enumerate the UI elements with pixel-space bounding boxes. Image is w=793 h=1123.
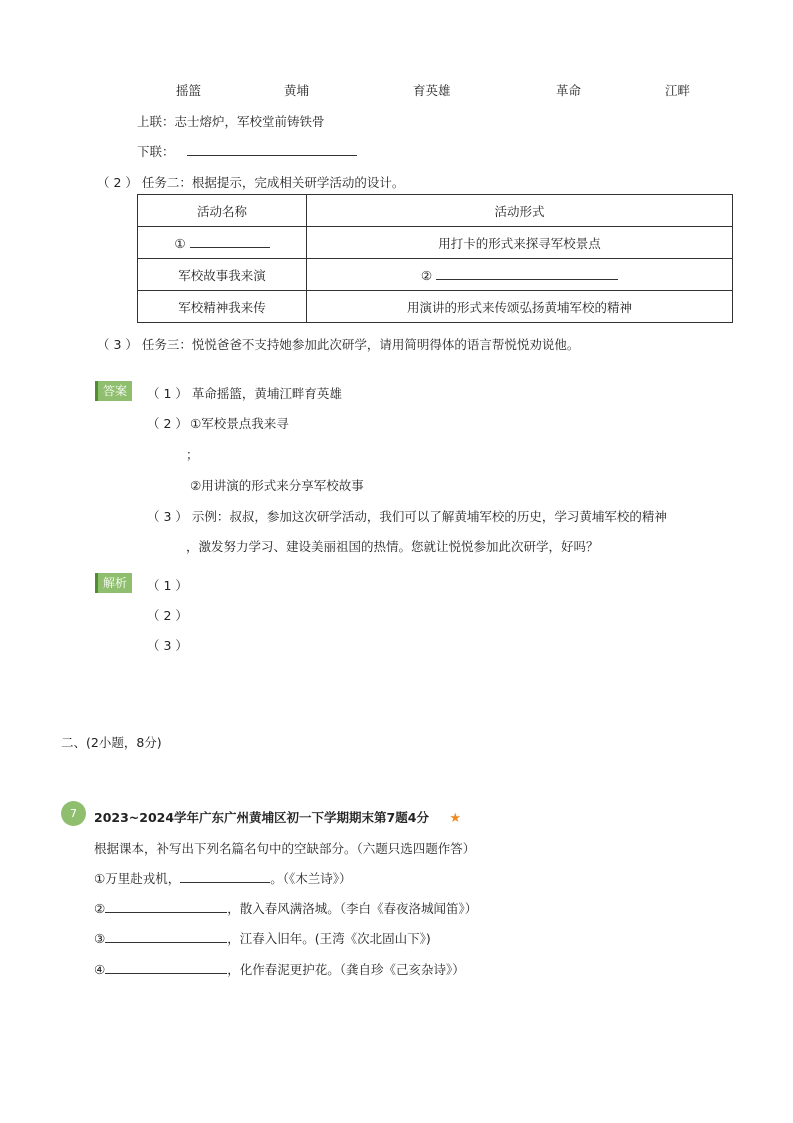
upper-couplet-text: 志士熔炉，军校堂前铸铁骨 — [174, 114, 325, 129]
table-header-name: 活动名称 — [138, 195, 307, 227]
activity-form-blank[interactable] — [436, 267, 618, 280]
upper-couplet-label: 上联： — [137, 114, 175, 129]
answer-2-separator: ； — [186, 447, 199, 462]
answer-3-line2: ，激发努力学习、建设美丽祖国的热情。您就让悦悦参加此次研学，好吗？ — [186, 539, 599, 554]
question-line-3 — [94, 929, 431, 947]
task2-prompt: （ 2 ） 任务二：根据提示，完成相关研学活动的设计。 — [97, 175, 405, 190]
answer-2-line1: ①军校景点我来寻 — [190, 416, 289, 431]
question-instruction: 根据课本，补写出下列名篇名句中的空缺部分。（六题只选四题作答） — [94, 841, 476, 856]
line-prefix: ④ — [94, 962, 106, 977]
table-row — [138, 259, 733, 291]
answer-1: （ 1 ） 革命摇篮，黄埔江畔育英雄 — [147, 386, 342, 401]
answer-blank-3[interactable] — [105, 930, 227, 943]
table-cell — [138, 227, 307, 259]
line-suffix: ，散入春风满洛城。（李白《春夜洛城闻笛》） — [227, 901, 478, 916]
line-suffix: 。（《木兰诗》） — [270, 871, 352, 886]
question-title — [94, 808, 461, 826]
question-line-4 — [94, 960, 465, 978]
word-3: 育英雄 — [413, 83, 451, 98]
upper-couplet — [137, 112, 325, 130]
analysis-item-3: （ 3 ） — [147, 638, 188, 653]
star-icon: ★ — [449, 811, 461, 826]
table-cell: 用打卡的形式来探寻军校景点 — [307, 227, 733, 259]
blank-marker: ② — [420, 267, 433, 283]
word-2: 黄埔 — [284, 83, 310, 98]
lower-couplet-blank[interactable] — [187, 143, 357, 156]
line-prefix: ①万里赴戎机， — [94, 871, 181, 886]
answer-2-label: （ 2 ） — [147, 416, 188, 431]
question-source: 2023~2024学年广东广州黄埔区初一下学期期末第7题4分 — [94, 810, 429, 825]
blank-marker: ① — [174, 235, 186, 251]
task3-prompt: （ 3 ） 任务三：悦悦爸爸不支持她参加此次研学，请用简明得体的语言帮悦悦劝说他。 — [97, 337, 580, 352]
word-1: 摇篮 — [176, 83, 202, 98]
table-cell: 用演讲的形式来传颂弘扬黄埔军校的精神 — [307, 291, 733, 323]
table-cell: 军校故事我来演 — [138, 259, 307, 291]
question-line-2 — [94, 899, 477, 917]
word-5: 江畔 — [665, 83, 691, 98]
table-header-row — [138, 195, 733, 227]
question-line-1 — [94, 869, 351, 887]
analysis-item-1: （ 1 ） — [147, 578, 188, 593]
answer-tag: 答案 — [95, 381, 132, 401]
table-cell: 军校精神我来传 — [138, 291, 307, 323]
table-header-form: 活动形式 — [307, 195, 733, 227]
answer-2-line2: ②用讲演的形式来分享军校故事 — [190, 478, 364, 493]
answer-blank-2[interactable] — [105, 900, 227, 913]
activity-name-blank[interactable] — [190, 235, 270, 248]
lower-couplet — [137, 142, 357, 160]
activity-table — [137, 194, 733, 323]
word-4: 革命 — [556, 83, 582, 98]
line-prefix: ② — [94, 901, 106, 916]
table-row — [138, 227, 733, 259]
analysis-tag: 解析 — [95, 573, 132, 593]
table-row — [138, 291, 733, 323]
section-heading: 二、(2小题，8分) — [61, 735, 162, 750]
line-suffix: ，江春入旧年。(王湾《次北固山下》) — [227, 931, 431, 946]
table-cell — [307, 259, 733, 291]
line-prefix: ③ — [94, 931, 106, 946]
analysis-item-2: （ 2 ） — [147, 608, 188, 623]
question-number-badge: 7 — [61, 801, 86, 826]
lower-couplet-label: 下联： — [137, 144, 175, 159]
answer-blank-1[interactable] — [180, 870, 270, 883]
line-suffix: ，化作春泥更护花。（龚自珍《己亥杂诗》） — [227, 962, 465, 977]
answer-blank-4[interactable] — [105, 961, 227, 974]
answer-3-line1: （ 3 ） 示例：叔叔，参加这次研学活动，我们可以了解黄埔军校的历史，学习黄埔军校的精神 — [147, 509, 667, 524]
